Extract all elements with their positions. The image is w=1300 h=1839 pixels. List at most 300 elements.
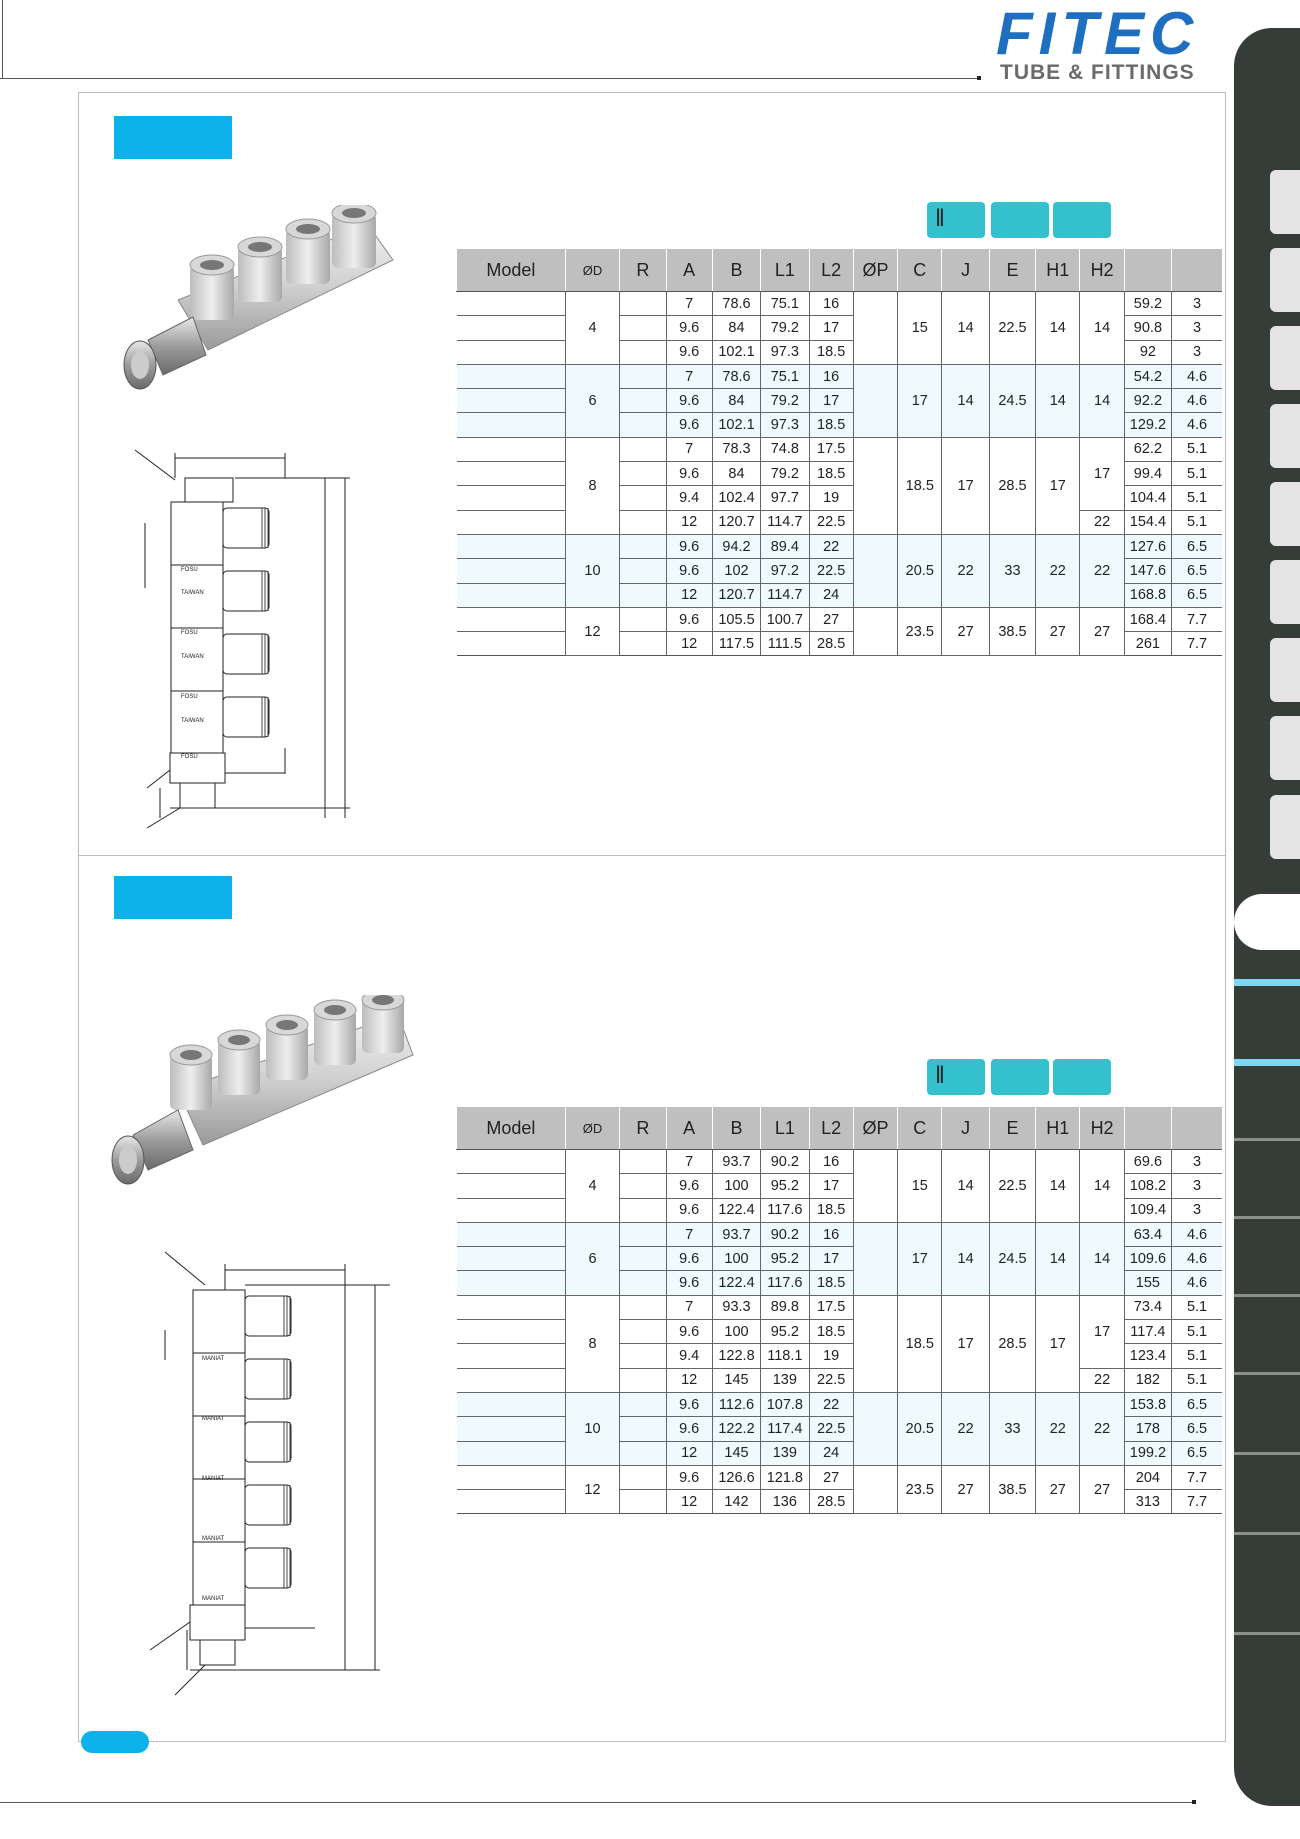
table-cell (620, 607, 666, 631)
table-cell: 12 (666, 1441, 712, 1465)
table-cell: 17 (809, 1247, 853, 1271)
table-cell: 178 (1124, 1417, 1171, 1441)
table-cell (620, 1271, 666, 1295)
table-cell (620, 1368, 666, 1392)
table-row (457, 364, 1223, 388)
spec-table-2 (456, 1107, 1222, 1514)
table-cell (620, 1392, 666, 1416)
table-cell: 79.2 (761, 462, 809, 486)
page-number-pill (81, 1731, 149, 1753)
table-cell: 54.2 (1124, 364, 1171, 388)
table-cell: 122.2 (712, 1417, 760, 1441)
manifold-segment (171, 502, 223, 565)
table-cell: 89.8 (761, 1295, 809, 1319)
table-cell (853, 1295, 897, 1392)
table-cell: 117.6 (761, 1271, 809, 1295)
table-cell (620, 389, 666, 413)
column-header: J (942, 1107, 989, 1150)
table-cell: 95.2 (761, 1320, 809, 1344)
option-button-2c[interactable] (1053, 1059, 1111, 1095)
table-cell: 5.1 (1172, 437, 1222, 461)
table-cell (620, 1417, 666, 1441)
table-cell: 94.2 (712, 534, 760, 558)
table-cell: 18.5 (809, 1198, 853, 1222)
column-header: E (989, 249, 1035, 292)
technical-drawing-2 (145, 1250, 395, 1720)
table-row (457, 292, 1223, 316)
table-cell: 182 (1124, 1368, 1171, 1392)
table-cell: 14 (942, 364, 989, 437)
table-cell: 17 (942, 437, 989, 534)
table-cell: 19 (809, 1344, 853, 1368)
table-cell: 142 (712, 1490, 760, 1514)
table-cell: 14 (1080, 292, 1124, 365)
table-cell: 28.5 (989, 437, 1035, 534)
table-cell: 89.4 (761, 534, 809, 558)
table-cell: 5.1 (1172, 1320, 1222, 1344)
sidebar-tab-6[interactable] (1270, 560, 1300, 624)
table-cell: 9.6 (666, 1320, 712, 1344)
table-cell: 7 (666, 437, 712, 461)
table-cell: 27 (942, 607, 989, 656)
section-label-2 (114, 876, 232, 919)
table-cell: 9.6 (666, 1271, 712, 1295)
table-cell: 107.8 (761, 1392, 809, 1416)
table-cell: 9.6 (666, 316, 712, 340)
table-cell (620, 1320, 666, 1344)
table-cell: 6 (565, 1222, 619, 1295)
column-header: H2 (1080, 1107, 1124, 1150)
table-cell (457, 1465, 566, 1489)
table-cell: 12 (666, 1368, 712, 1392)
table-cell: 17 (1080, 437, 1124, 510)
table-cell: 17.5 (809, 1295, 853, 1319)
table-cell: 10 (565, 1392, 619, 1465)
column-header: ØP (853, 1107, 897, 1150)
column-header (1172, 249, 1222, 292)
sidebar-separator (1234, 1372, 1300, 1375)
table-cell (457, 1174, 566, 1198)
table-cell: 168.4 (1124, 607, 1171, 631)
sidebar-tab-4[interactable] (1270, 404, 1300, 468)
sidebar-tab-9[interactable] (1270, 795, 1300, 859)
table-cell: 16 (809, 1150, 853, 1174)
table-cell: 6.5 (1172, 1441, 1222, 1465)
sidebar-tab-5[interactable] (1270, 482, 1300, 546)
table-row (457, 437, 1223, 461)
column-header: ØD (565, 1107, 619, 1150)
section-divider (78, 855, 1225, 856)
table-cell: 33 (989, 1392, 1035, 1465)
table-cell: 22 (1036, 1392, 1080, 1465)
table-cell (457, 510, 566, 534)
table-cell: 18.5 (809, 340, 853, 364)
table-cell (457, 462, 566, 486)
table-cell (457, 1441, 566, 1465)
table-cell: 22.5 (989, 1150, 1035, 1223)
table-cell: 12 (666, 632, 712, 656)
table-cell (620, 364, 666, 388)
table-cell: 18.5 (809, 1271, 853, 1295)
table-cell: 136 (761, 1490, 809, 1514)
table-cell: 16 (809, 1222, 853, 1246)
table-cell: 97.3 (761, 413, 809, 437)
table-cell: 17 (809, 1174, 853, 1198)
table-cell: 17 (1080, 1295, 1124, 1368)
table-cell: 14 (1036, 364, 1080, 437)
table-cell: 3 (1172, 1198, 1222, 1222)
table-cell: 114.7 (761, 583, 809, 607)
sidebar-tab-active[interactable] (1234, 894, 1300, 950)
table-cell: 17 (1036, 437, 1080, 534)
table-cell (853, 437, 897, 534)
table-cell: 28.5 (809, 632, 853, 656)
header-rule (0, 78, 980, 79)
table-cell: 261 (1124, 632, 1171, 656)
table-cell: 79.2 (761, 316, 809, 340)
table-cell: 14 (942, 292, 989, 365)
table-cell: 147.6 (1124, 559, 1171, 583)
table-cell: 9.6 (666, 389, 712, 413)
border-line (2, 0, 3, 78)
table-cell: 78.6 (712, 292, 760, 316)
table-cell: 22 (942, 534, 989, 607)
column-header: A (666, 1107, 712, 1150)
table-cell: 8 (565, 437, 619, 534)
table-cell (620, 1174, 666, 1198)
option-button-1a[interactable]: ‖ (927, 202, 985, 238)
sidebar-highlight-2 (1234, 1059, 1300, 1066)
drawing-1-mark-1: FOSU (181, 567, 198, 573)
table-cell: 22.5 (809, 559, 853, 583)
column-header: C (898, 249, 942, 292)
table-cell: 33 (989, 534, 1035, 607)
table-cell (457, 1344, 566, 1368)
table-cell: 145 (712, 1441, 760, 1465)
table-cell: 75.1 (761, 292, 809, 316)
table-cell (620, 632, 666, 656)
table-cell: 102.1 (712, 413, 760, 437)
table-cell: 12 (565, 1465, 619, 1514)
column-header: R (620, 249, 666, 292)
table-cell: 121.8 (761, 1465, 809, 1489)
option-button-2b[interactable] (991, 1059, 1049, 1095)
table-cell: 7.7 (1172, 1490, 1222, 1514)
table-cell (620, 1441, 666, 1465)
table-cell: 4.6 (1172, 1247, 1222, 1271)
table-cell: 5.1 (1172, 1344, 1222, 1368)
table-cell: 97.3 (761, 340, 809, 364)
table-cell (457, 1368, 566, 1392)
table-cell: 23.5 (898, 1465, 942, 1514)
table-cell: 14 (942, 1150, 989, 1223)
table-cell: 22 (1080, 510, 1124, 534)
sidebar-separator (1234, 1452, 1300, 1455)
table-cell: 93.7 (712, 1150, 760, 1174)
table-cell (620, 1222, 666, 1246)
table-cell (457, 389, 566, 413)
table-cell (853, 1465, 897, 1514)
table-cell: 111.5 (761, 632, 809, 656)
table-cell (620, 534, 666, 558)
table-cell: 27 (1036, 607, 1080, 656)
table-cell: 129.2 (1124, 413, 1171, 437)
table-cell: 17 (898, 364, 942, 437)
table-cell: 9.6 (666, 1392, 712, 1416)
table-cell (620, 1295, 666, 1319)
table-cell: 22 (942, 1392, 989, 1465)
column-header: ØP (853, 249, 897, 292)
column-header (1172, 1107, 1222, 1150)
table-cell: 22 (1080, 534, 1124, 607)
table-cell: 22 (809, 534, 853, 558)
table-cell (457, 1490, 566, 1514)
table-cell: 118.1 (761, 1344, 809, 1368)
table-cell: 5.1 (1172, 1368, 1222, 1392)
table-cell (853, 364, 897, 437)
table-cell (457, 1247, 566, 1271)
table-cell: 102 (712, 559, 760, 583)
table-cell (620, 559, 666, 583)
table-cell: 100 (712, 1247, 760, 1271)
drawing-2-mark-3: MANIAT (202, 1476, 225, 1482)
table-cell: 22.5 (989, 292, 1035, 365)
table-cell: 112.6 (712, 1392, 760, 1416)
table-cell: 24.5 (989, 364, 1035, 437)
footer-rule (0, 1802, 1196, 1803)
table-cell: 7 (666, 1150, 712, 1174)
table-cell: 7 (666, 1222, 712, 1246)
table-cell (457, 1320, 566, 1344)
drawing-1-mark-4: TAIWAN (181, 654, 204, 660)
sidebar-tab-3[interactable] (1270, 326, 1300, 390)
table-cell: 6.5 (1172, 1392, 1222, 1416)
sidebar-separator (1234, 1216, 1300, 1219)
table-cell (457, 340, 566, 364)
table-cell: 90.8 (1124, 316, 1171, 340)
table-row (457, 607, 1223, 631)
table-cell: 3 (1172, 292, 1222, 316)
table-cell: 6.5 (1172, 534, 1222, 558)
table-cell: 22 (1080, 1368, 1124, 1392)
table-cell: 9.6 (666, 1174, 712, 1198)
header-rule-dot (977, 76, 981, 80)
table-cell: 16 (809, 364, 853, 388)
table-cell: 102.1 (712, 340, 760, 364)
table-cell: 3 (1172, 1150, 1222, 1174)
table-cell: 12 (565, 607, 619, 656)
table-cell: 7 (666, 292, 712, 316)
table-cell: 16 (809, 292, 853, 316)
table-cell: 17 (1036, 1295, 1080, 1392)
table-cell (457, 486, 566, 510)
option-button-2a[interactable]: ‖ (927, 1059, 985, 1095)
drawing-1-mark-6: TAIWAN (181, 718, 204, 724)
table-cell: 28.5 (989, 1295, 1035, 1392)
table-cell (620, 292, 666, 316)
table-cell (620, 1465, 666, 1489)
manifold-segment (193, 1479, 245, 1542)
manifold-segment (171, 565, 223, 628)
table-cell: 9.6 (666, 1465, 712, 1489)
table-cell: 14 (942, 1222, 989, 1295)
spec-table-1 (456, 249, 1222, 656)
table-cell: 17.5 (809, 437, 853, 461)
table-cell: 90.2 (761, 1222, 809, 1246)
column-header: L2 (809, 1107, 853, 1150)
table-cell: 14 (1036, 292, 1080, 365)
table-cell: 4.6 (1172, 1271, 1222, 1295)
table-cell: 139 (761, 1368, 809, 1392)
table-cell: 153.8 (1124, 1392, 1171, 1416)
table-cell: 17 (809, 389, 853, 413)
table-row (457, 534, 1223, 558)
table-cell: 6.5 (1172, 583, 1222, 607)
table-cell: 126.6 (712, 1465, 760, 1489)
table-cell: 7 (666, 364, 712, 388)
table-cell: 9.6 (666, 559, 712, 583)
table-cell: 24 (809, 1441, 853, 1465)
table-cell: 4.6 (1172, 389, 1222, 413)
table-cell: 104.4 (1124, 486, 1171, 510)
table-cell: 3 (1172, 1174, 1222, 1198)
table-cell (457, 1417, 566, 1441)
table-cell: 63.4 (1124, 1222, 1171, 1246)
table-cell: 127.6 (1124, 534, 1171, 558)
table-cell: 3 (1172, 340, 1222, 364)
table-cell: 5.1 (1172, 462, 1222, 486)
drawing-1-mark-3: FOSU (181, 630, 198, 636)
table-cell (620, 1198, 666, 1222)
table-cell: 20.5 (898, 534, 942, 607)
table-cell: 105.5 (712, 607, 760, 631)
table-cell: 122.4 (712, 1271, 760, 1295)
option-button-1c[interactable] (1053, 202, 1111, 238)
table-cell (457, 292, 566, 316)
sidebar-tab-7[interactable] (1270, 638, 1300, 702)
table-cell: 122.8 (712, 1344, 760, 1368)
table-cell: 17 (809, 316, 853, 340)
table-cell: 155 (1124, 1271, 1171, 1295)
table-cell: 18.5 (898, 1295, 942, 1392)
table-cell: 38.5 (989, 607, 1035, 656)
table-cell: 17 (898, 1222, 942, 1295)
table-cell: 6 (565, 364, 619, 437)
column-header: A (666, 249, 712, 292)
sidebar-separator (1234, 1532, 1300, 1535)
table-cell (853, 1150, 897, 1223)
table-cell (457, 1222, 566, 1246)
column-header: R (620, 1107, 666, 1150)
table-cell: 12 (666, 1490, 712, 1514)
column-header: J (942, 249, 989, 292)
table-cell: 204 (1124, 1465, 1171, 1489)
table-cell (620, 1490, 666, 1514)
option-button-1b[interactable] (991, 202, 1049, 238)
table-cell: 74.8 (761, 437, 809, 461)
table-cell: 95.2 (761, 1247, 809, 1271)
column-header: B (712, 1107, 760, 1150)
table-cell (620, 486, 666, 510)
table-cell (853, 534, 897, 607)
table-cell: 313 (1124, 1490, 1171, 1514)
table-cell: 23.5 (898, 607, 942, 656)
technical-drawing-1 (135, 448, 385, 840)
table-cell (457, 1271, 566, 1295)
table-cell (853, 292, 897, 365)
table-cell: 22.5 (809, 510, 853, 534)
table-cell (457, 1392, 566, 1416)
table-cell: 28.5 (809, 1490, 853, 1514)
table-cell: 100.7 (761, 607, 809, 631)
sidebar-separator (1234, 1138, 1300, 1141)
table-cell (457, 583, 566, 607)
sidebar-tab-1[interactable] (1270, 170, 1300, 234)
table-cell: 4 (565, 1150, 619, 1223)
table-row (457, 1150, 1223, 1174)
table-cell: 93.7 (712, 1222, 760, 1246)
drawing-2-mark-4: MANIAT (202, 1536, 225, 1542)
table-cell (457, 316, 566, 340)
table-cell: 145 (712, 1368, 760, 1392)
table-cell: 154.4 (1124, 510, 1171, 534)
table-cell: 9.6 (666, 1198, 712, 1222)
table-cell: 22 (1036, 534, 1080, 607)
table-cell: 14 (1036, 1150, 1080, 1223)
manifold-segment (193, 1290, 245, 1353)
table-cell: 109.4 (1124, 1198, 1171, 1222)
product-photo-5-port (108, 995, 418, 1220)
column-header: B (712, 249, 760, 292)
table-cell (620, 1344, 666, 1368)
drawing-2-mark-5: MANIAT (202, 1596, 225, 1602)
column-header: L2 (809, 249, 853, 292)
table-cell: 24.5 (989, 1222, 1035, 1295)
table-cell (620, 437, 666, 461)
brand-logo: FITEC (996, 0, 1200, 67)
table-cell: 18.5 (809, 462, 853, 486)
table-cell: 117.4 (1124, 1320, 1171, 1344)
table-cell: 12 (666, 510, 712, 534)
table-cell: 15 (898, 1150, 942, 1223)
table-cell (457, 413, 566, 437)
table-cell: 9.6 (666, 340, 712, 364)
table-cell: 97.7 (761, 486, 809, 510)
table-cell (853, 1222, 897, 1295)
drawing-2-mark-1: MANIAT (202, 1356, 225, 1362)
table-cell: 9.6 (666, 413, 712, 437)
drawing-1-mark-5: FOSU (181, 694, 198, 700)
table-cell: 4.6 (1172, 364, 1222, 388)
table-cell: 22.5 (809, 1417, 853, 1441)
table-cell: 14 (1080, 364, 1124, 437)
table-cell: 9.6 (666, 462, 712, 486)
table-cell: 7.7 (1172, 1465, 1222, 1489)
sidebar-tab-8[interactable] (1270, 716, 1300, 780)
table-cell: 4.6 (1172, 413, 1222, 437)
column-header: E (989, 1107, 1035, 1150)
table-cell: 84 (712, 389, 760, 413)
column-header: H1 (1036, 249, 1080, 292)
table-row (457, 1465, 1223, 1489)
table-cell: 12 (666, 583, 712, 607)
table-cell: 22 (809, 1392, 853, 1416)
table-cell: 6.5 (1172, 559, 1222, 583)
table-cell: 15 (898, 292, 942, 365)
table-cell: 9.6 (666, 534, 712, 558)
sidebar-tab-2[interactable] (1270, 248, 1300, 312)
table-cell (620, 1150, 666, 1174)
